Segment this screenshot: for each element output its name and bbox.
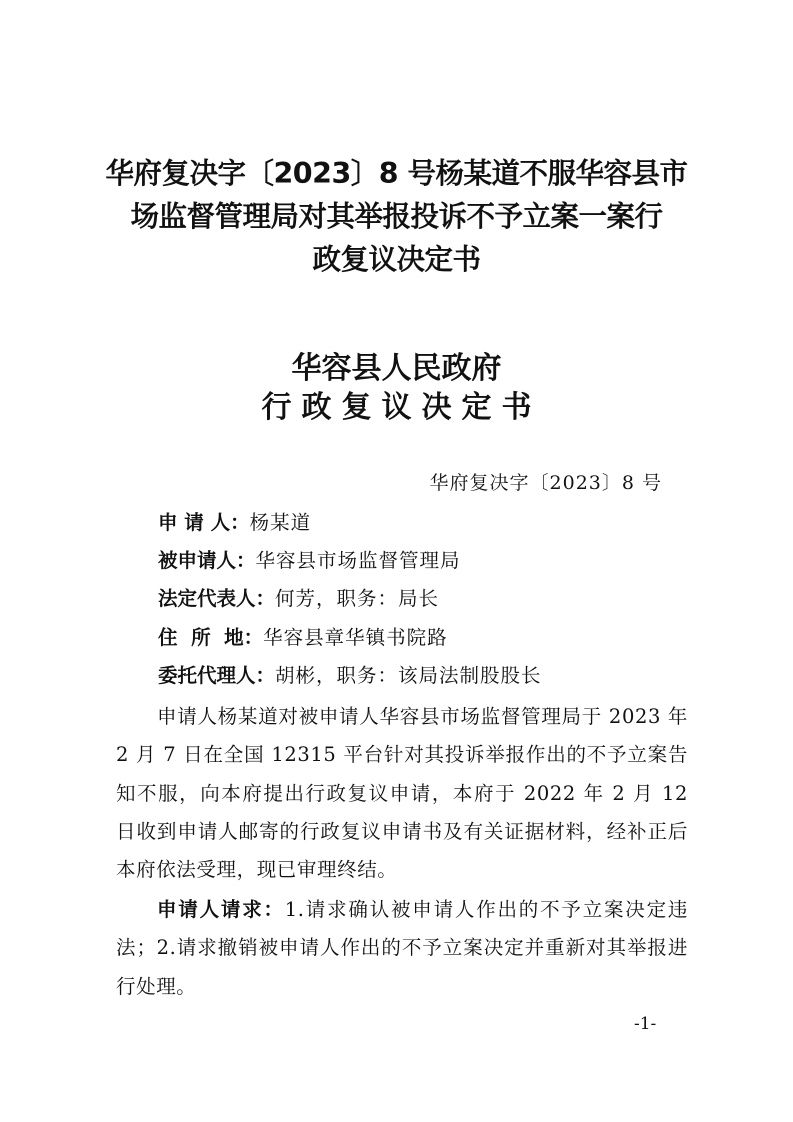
title-line-3: 政复议决定书: [312, 243, 481, 276]
party-agent: [158, 661, 542, 691]
party-value: 华容县市场监督管理局: [255, 549, 461, 572]
party-value: 杨某道: [249, 511, 312, 534]
document-kind-heading: 行政复议决定书: [261, 390, 542, 425]
applicant-request-paragraph: [116, 891, 688, 1006]
party-label: 申 请 人：: [158, 511, 250, 534]
party-address: [158, 623, 448, 653]
party-value: 胡彬，职务：该局法制股股长: [275, 664, 542, 687]
party-label: 住 所 地：: [158, 626, 264, 649]
party-label: 法定代表人：: [158, 587, 276, 610]
issuer-heading: 华容县人民政府: [291, 351, 502, 386]
title-line-1: 华府复决字〔2023〕8 号杨某道不服华容县市: [105, 157, 688, 190]
party-applicant: [158, 508, 311, 538]
party-value: 华容县章华镇书院路: [263, 626, 448, 649]
party-value: 何芳，职务：局长: [275, 587, 440, 610]
party-respondent: [158, 546, 461, 576]
request-text: 1.请求确认被申请人作出的不予立案决定违法；2.请求撤销被申请人作出的不予立案决定并重新对其举报进行处理。: [116, 898, 688, 998]
party-label: 被申请人：: [158, 549, 256, 572]
case-summary-paragraph: 申请人杨某道对被申请人华容县市场监督管理局于 2023 年 2 月 7 日在全国 12315 平台针对其投诉举报作出的不予立案告知不服，向本府提出行政复议申请，本府于 2022 年 2 月 12 日收到申请人邮寄的行政复议申请书及有关证据材料，经补正后本府依法受理，现已审理终结。: [116, 705, 688, 882]
request-label: 申请人请求：: [157, 898, 285, 921]
party-legal-representative: [158, 584, 439, 614]
title-line-2: 场监督管理局对其举报投诉不予立案一案行: [130, 200, 663, 233]
document-number: 华府复决字〔2023〕8 号: [429, 472, 662, 494]
page-number: -1-: [634, 1014, 657, 1034]
document-title: [100, 152, 693, 281]
party-label: 委托代理人：: [158, 664, 276, 687]
